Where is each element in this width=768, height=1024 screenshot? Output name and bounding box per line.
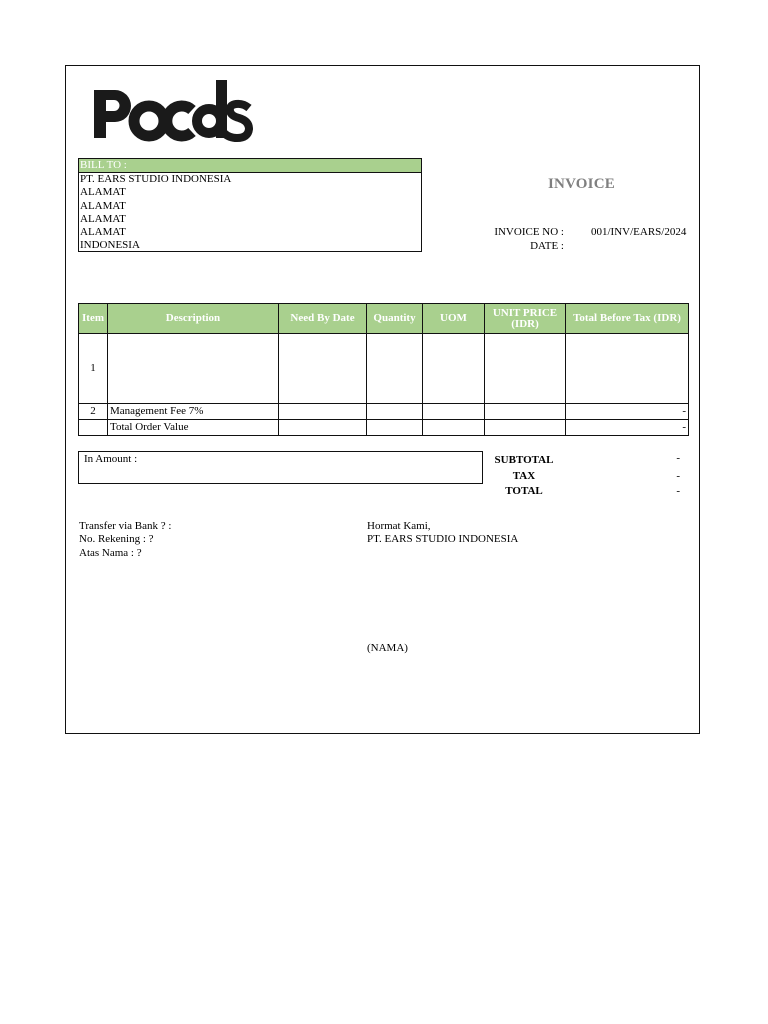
- signature-name: (NAMA): [367, 642, 408, 654]
- table-cell: [485, 420, 566, 436]
- subtotal-label: SUBTOTAL: [494, 454, 554, 466]
- bill-to-line: PT. EARS STUDIO INDONESIA: [80, 173, 232, 185]
- invoice-title: INVOICE: [548, 176, 615, 192]
- table-cell: [279, 420, 367, 436]
- tax-label: TAX: [512, 470, 536, 482]
- invoice-no-value: 001/INV/EARS/2024: [591, 226, 687, 238]
- bill-to-line: INDONESIA: [80, 239, 140, 252]
- signature-company: PT. EARS STUDIO INDONESIA: [367, 533, 519, 545]
- table-cell: [485, 334, 566, 404]
- table-cell: [108, 334, 279, 404]
- total-value: -: [676, 485, 680, 497]
- table-cell: [367, 420, 423, 436]
- column-header: Total Before Tax (IDR): [566, 304, 689, 334]
- table-cell: 1: [79, 334, 108, 404]
- table-cell: [367, 404, 423, 420]
- subtotal-value: -: [676, 452, 680, 464]
- bill-to-box: [78, 158, 422, 252]
- table-cell: [485, 404, 566, 420]
- invoice-no-label: INVOICE NO :: [494, 226, 564, 238]
- table-cell: [367, 334, 423, 404]
- table-cell: [279, 404, 367, 420]
- table-cell: -: [566, 420, 689, 436]
- table-cell: [79, 420, 108, 436]
- table-cell: [566, 334, 689, 404]
- column-header: UNIT PRICE (IDR): [485, 304, 566, 334]
- table-row: [79, 420, 689, 436]
- total-label: TOTAL: [505, 485, 543, 497]
- table-cell: Management Fee 7%: [108, 404, 279, 420]
- in-amount-box: [78, 451, 483, 484]
- table-cell: [279, 334, 367, 404]
- column-header: UOM: [423, 304, 485, 334]
- table-cell: [423, 334, 485, 404]
- bank-transfer-text: Transfer via Bank ? :: [79, 520, 172, 532]
- table-header-row: [79, 304, 689, 334]
- bill-to-line: ALAMAT: [80, 186, 126, 199]
- table-cell: [423, 404, 485, 420]
- column-header: Item: [79, 304, 108, 334]
- items-table: [78, 303, 689, 436]
- pods-logo: [91, 78, 253, 142]
- invoice-date-label: DATE :: [530, 240, 564, 252]
- column-header: Quantity: [367, 304, 423, 334]
- bill-to-line: ALAMAT: [80, 199, 126, 212]
- bank-account-text: No. Rekening : ?: [79, 533, 154, 545]
- table-cell: [423, 420, 485, 436]
- table-cell: 2: [79, 404, 108, 420]
- bill-to-line: ALAMAT: [80, 226, 126, 239]
- table-row: [79, 404, 689, 420]
- in-amount-label: In Amount :: [84, 453, 138, 465]
- column-header: Need By Date: [279, 304, 367, 334]
- table-cell: Total Order Value: [108, 420, 279, 436]
- table-row: [79, 334, 689, 404]
- table-cell: -: [566, 404, 689, 420]
- bill-to-line: ALAMAT: [80, 212, 126, 225]
- bank-name-text: Atas Nama : ?: [79, 547, 142, 559]
- bill-to-header: BILL TO :: [79, 159, 421, 173]
- column-header: Description: [108, 304, 279, 334]
- signature-greeting: Hormat Kami,: [367, 520, 431, 532]
- tax-value: -: [676, 470, 680, 482]
